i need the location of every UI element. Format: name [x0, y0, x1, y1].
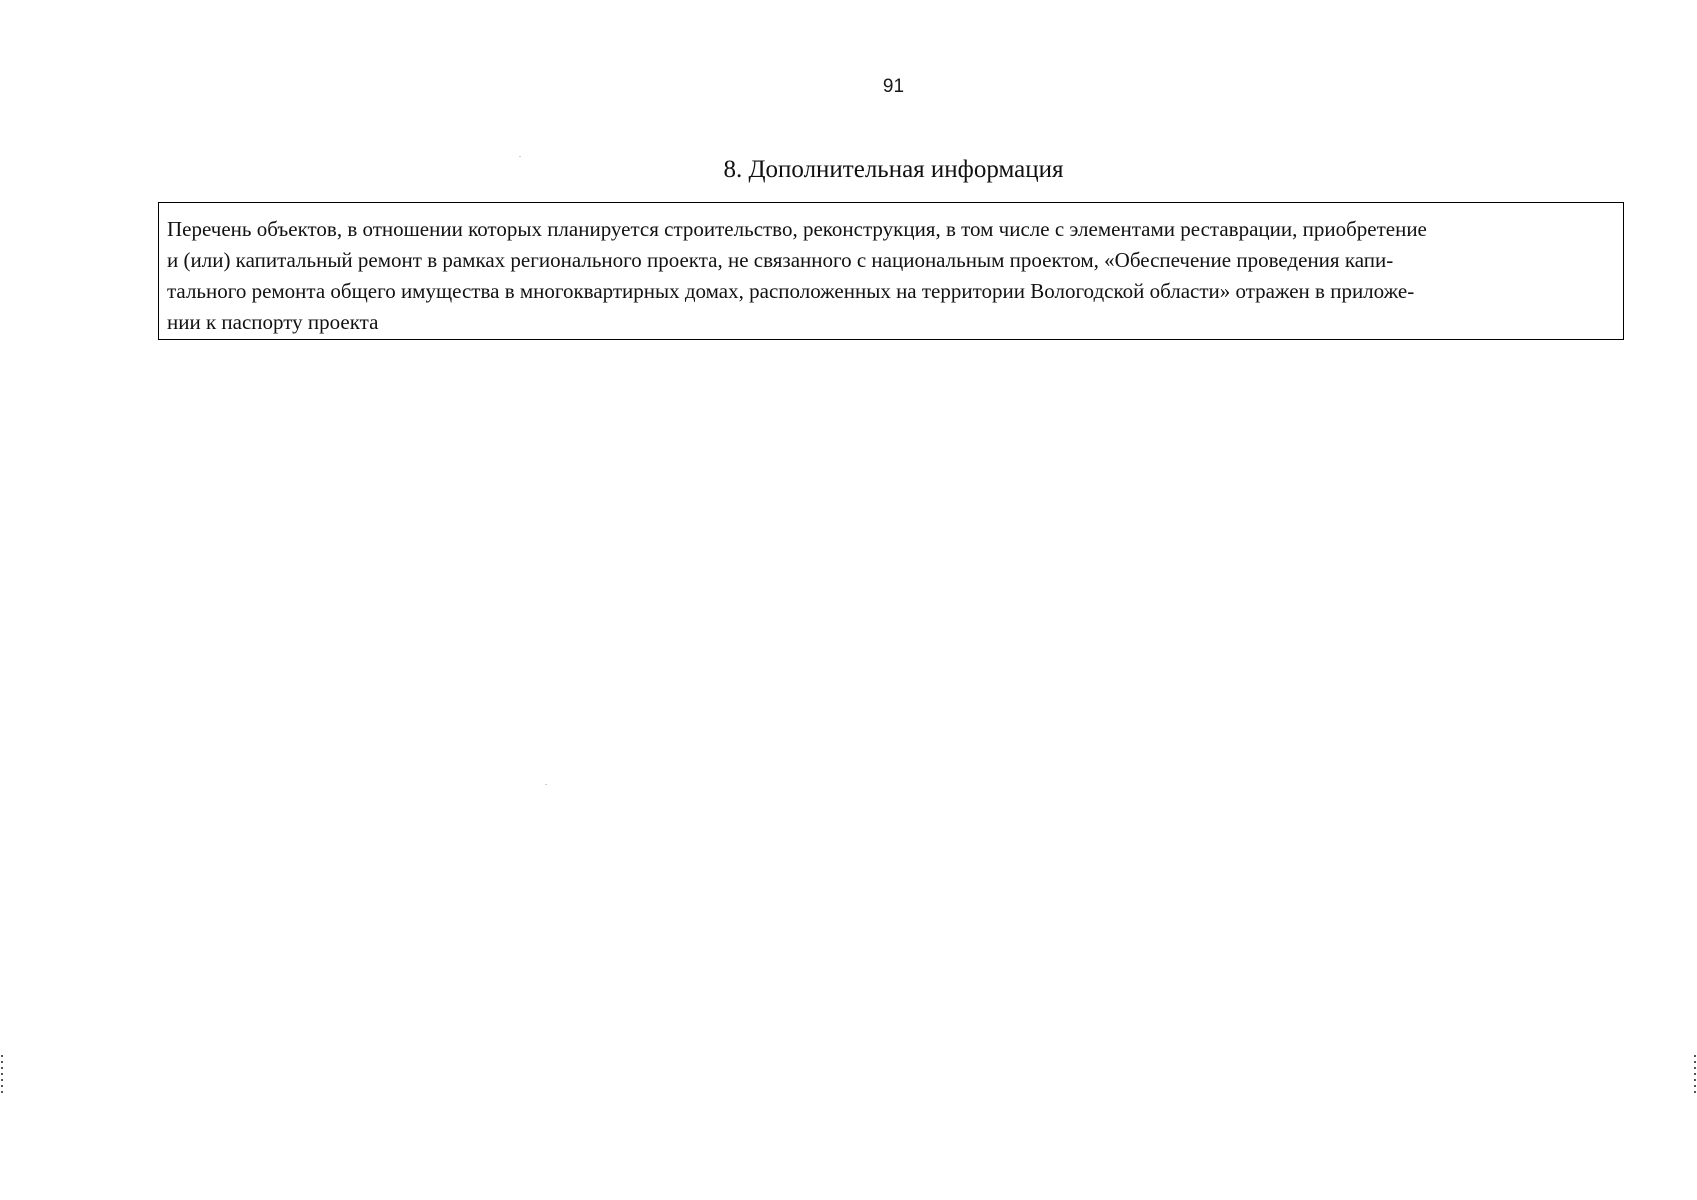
page-number: 91: [882, 76, 905, 97]
scan-speck: [519, 156, 521, 157]
section-title: 8. Дополнительная информация: [723, 156, 1064, 183]
info-line-4: нии к паспорту проекта: [167, 310, 379, 334]
info-line-2: и (или) капитальный ремонт в рамках регионального проекта, не связанного с национальным проектом, «Обеспечение проведения капи-: [167, 248, 1394, 272]
info-line-1: Перечень объектов, в отношении которых планируется строительство, реконструкция, в том числе с элементами реставрации, приобретение: [167, 217, 1427, 241]
additional-info-text: [167, 214, 1611, 338]
info-line-3: тального ремонта общего имущества в многоквартирных домах, расположенных на территории Вологодской области» отражен в приложе-: [167, 279, 1415, 303]
scan-speck: [545, 784, 547, 785]
scan-edge-mark-left: [1, 1055, 3, 1097]
additional-info-box: [158, 202, 1624, 340]
scan-edge-mark-right: [1694, 1055, 1696, 1097]
